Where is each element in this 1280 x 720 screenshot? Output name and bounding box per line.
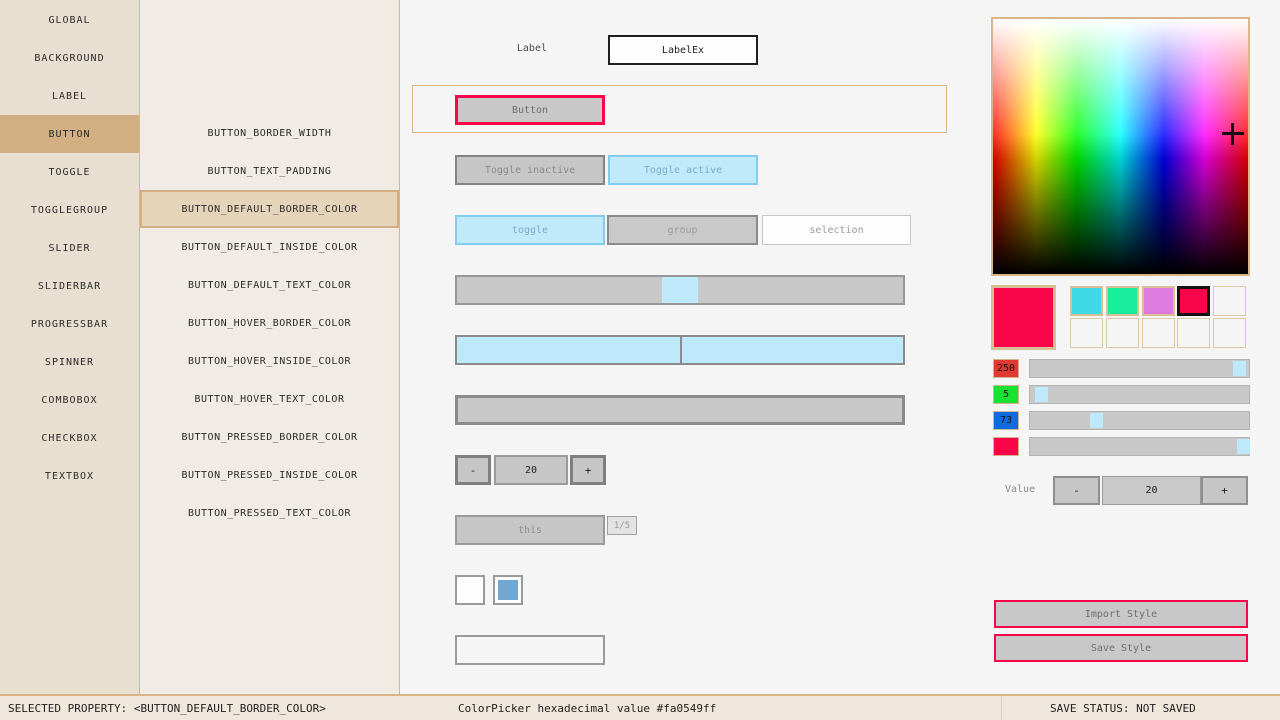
status-divider (1001, 696, 1002, 720)
value-minus-button[interactable]: - (1053, 476, 1100, 505)
sidebar-item-checkbox[interactable]: CHECKBOX (41, 432, 98, 444)
toggle-inactive-preview[interactable]: Toggle inactive (455, 155, 605, 185)
alpha-slider-handle[interactable] (1237, 439, 1250, 454)
toggle-group-item-selection[interactable]: selection (762, 215, 911, 245)
sidebar-item-toggle[interactable]: TOGGLE (48, 166, 91, 178)
property-item-button_border_width[interactable]: BUTTON_BORDER_WIDTH (207, 127, 332, 139)
red-slider[interactable] (1029, 359, 1250, 378)
blue-value-box: 73 (993, 411, 1019, 430)
labelex-preview: LabelEx (608, 35, 758, 65)
save-style-button[interactable]: Save Style (994, 634, 1248, 662)
green-value-box: 5 (993, 385, 1019, 404)
color-picker-cursor[interactable] (1222, 123, 1244, 145)
blue-slider[interactable] (1029, 411, 1250, 430)
green-slider-handle[interactable] (1035, 387, 1048, 402)
property-item-button_hover_text_color[interactable]: BUTTON_HOVER_TEXT_COLOR (194, 393, 345, 405)
empty-color-swatch[interactable] (1142, 318, 1175, 348)
status-bar (0, 694, 1280, 720)
alpha-slider[interactable] (1029, 437, 1250, 456)
property-item-button_text_padding[interactable]: BUTTON_TEXT_PADDING (207, 165, 332, 177)
combobox-preview[interactable]: this (455, 515, 605, 545)
combobox-counter[interactable]: 1/5 (607, 516, 637, 535)
empty-color-swatch[interactable] (1213, 318, 1246, 348)
red-value-box: 250 (993, 359, 1019, 378)
slider-preview[interactable] (455, 275, 905, 305)
property-item-button_pressed_border_color[interactable]: BUTTON_PRESSED_BORDER_COLOR (181, 431, 358, 443)
sidebar-item-global[interactable]: GLOBAL (48, 14, 91, 26)
sidebar-item-textbox[interactable]: TEXTBOX (44, 470, 95, 482)
toggle-active-preview[interactable]: Toggle active (608, 155, 758, 185)
color-swatch[interactable] (1106, 286, 1139, 316)
sidebar-item-slider[interactable]: SLIDER (48, 242, 91, 254)
property-item-button_pressed_inside_color[interactable]: BUTTON_PRESSED_INSIDE_COLOR (181, 469, 358, 481)
sidebar-item-togglegroup[interactable]: TOGGLEGROUP (30, 204, 109, 216)
spinner-value: 20 (494, 455, 568, 485)
property-list (140, 0, 400, 694)
sidebar-item-sliderbar[interactable]: SLIDERBAR (37, 280, 102, 292)
property-item-button_default_text_color[interactable]: BUTTON_DEFAULT_TEXT_COLOR (187, 279, 351, 291)
sidebar-item-combobox[interactable]: COMBOBOX (41, 394, 98, 406)
category-sidebar (0, 0, 140, 694)
red-slider-handle[interactable] (1233, 361, 1246, 376)
sidebar-item-label[interactable]: LABEL (51, 90, 88, 102)
sliderbar-divider (680, 337, 682, 363)
checkbox-checked[interactable] (493, 575, 523, 605)
status-hex-value: ColorPicker hexadecimal value #fa0549ff (458, 702, 717, 715)
toggle-group-item-toggle[interactable]: toggle (455, 215, 605, 245)
empty-color-swatch[interactable] (1177, 318, 1210, 348)
property-item-button_hover_border_color[interactable]: BUTTON_HOVER_BORDER_COLOR (187, 317, 351, 329)
checkbox-check-fill (498, 580, 518, 600)
value-spinner-value: 20 (1102, 476, 1201, 505)
value-label: Value (1005, 484, 1036, 495)
sliderbar-preview[interactable] (455, 335, 905, 365)
spinner-minus-button[interactable]: - (455, 455, 491, 485)
sidebar-item-background[interactable]: BACKGROUND (34, 52, 105, 64)
checkbox-unchecked[interactable] (455, 575, 485, 605)
label-preview: Label (516, 43, 547, 54)
textbox-preview[interactable] (455, 635, 605, 665)
slider-handle[interactable] (662, 277, 698, 303)
value-plus-button[interactable]: + (1201, 476, 1248, 505)
sidebar-item-progressbar[interactable]: PROGRESSBAR (30, 318, 109, 330)
empty-color-swatch[interactable] (1070, 318, 1103, 348)
status-save-status: SAVE STATUS: NOT SAVED (1050, 702, 1196, 715)
button-preview[interactable]: Button (455, 95, 605, 125)
property-item-button_default_inside_color[interactable]: BUTTON_DEFAULT_INSIDE_COLOR (181, 241, 358, 253)
property-item-button_default_border_color[interactable]: BUTTON_DEFAULT_BORDER_COLOR (140, 190, 399, 228)
spinner-plus-button[interactable]: + (570, 455, 606, 485)
empty-color-swatch[interactable] (1106, 318, 1139, 348)
status-selected-property: SELECTED PROPERTY: <BUTTON_DEFAULT_BORDER_COLOR> (8, 702, 326, 715)
blue-slider-handle[interactable] (1090, 413, 1103, 428)
green-slider[interactable] (1029, 385, 1250, 404)
color-swatch[interactable] (1070, 286, 1103, 316)
import-style-button[interactable]: Import Style (994, 600, 1248, 628)
alpha-value-box (993, 437, 1019, 456)
color-swatch[interactable] (1142, 286, 1175, 316)
sidebar-item-button[interactable]: BUTTON (0, 115, 139, 153)
property-item-button_hover_inside_color[interactable]: BUTTON_HOVER_INSIDE_COLOR (187, 355, 351, 367)
color-swatch[interactable] (1177, 286, 1210, 316)
color-picker-gradient[interactable] (991, 17, 1250, 276)
progressbar-preview (455, 395, 905, 425)
current-color-swatch (991, 285, 1056, 350)
property-item-button_pressed_text_color[interactable]: BUTTON_PRESSED_TEXT_COLOR (187, 507, 351, 519)
toggle-group-item-group[interactable]: group (607, 215, 758, 245)
sidebar-item-spinner[interactable]: SPINNER (44, 356, 95, 368)
empty-color-swatch[interactable] (1213, 286, 1246, 316)
